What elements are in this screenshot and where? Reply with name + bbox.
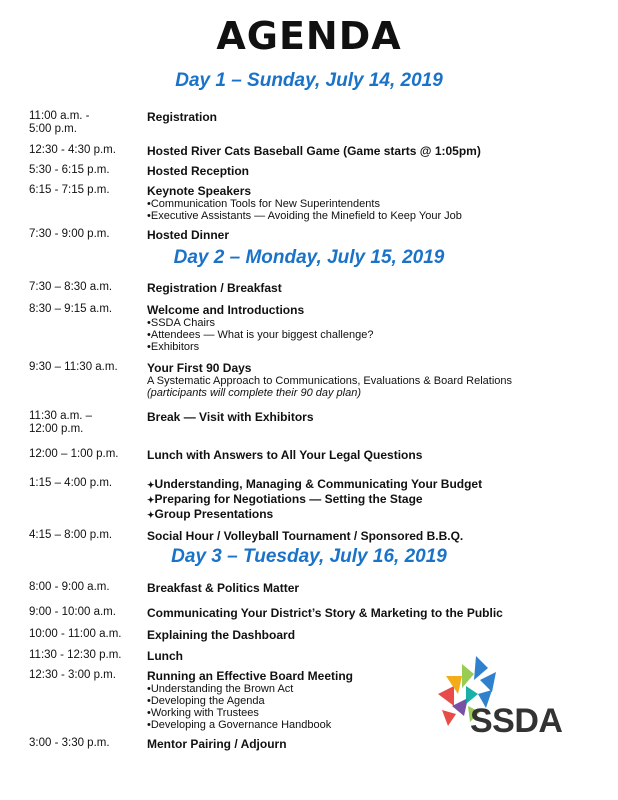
agenda-event: Your First 90 Days <box>147 361 252 375</box>
agenda-event: ✦ Group Presentations <box>147 507 587 522</box>
day-heading-3: Day 3 – Tuesday, July 16, 2019 <box>171 546 447 567</box>
agenda-time: 11:00 a.m. - 5:00 p.m. <box>29 110 90 135</box>
agenda-time: 8:00 - 9:00 a.m. <box>29 581 110 593</box>
agenda-event: Registration <box>147 110 218 124</box>
agenda-time: 8:30 – 9:15 a.m. <box>29 303 113 315</box>
agenda-time: 9:00 - 10:00 a.m. <box>29 606 116 618</box>
agenda-event: Breakfast & Politics Matter <box>147 581 300 595</box>
day-heading-2: Day 2 – Monday, July 15, 2019 <box>173 247 445 268</box>
agenda-time: 12:00 – 1:00 p.m. <box>29 448 119 460</box>
agenda-time: 11:30 a.m. – 12:00 p.m. <box>29 410 93 435</box>
agenda-event: Mentor Pairing / Adjourn <box>147 737 287 751</box>
agenda-event: Explaining the Dashboard <box>147 628 296 642</box>
agenda-subitem: • Executive Assistants — Avoiding the Minefield to Keep Your Job <box>147 210 587 222</box>
agenda-event: Welcome and Introductions <box>147 303 305 317</box>
agenda-subitem: • Exhibitors <box>147 341 587 353</box>
agenda-time: 3:00 - 3:30 p.m. <box>29 737 110 749</box>
agenda-time: 7:30 – 8:30 a.m. <box>29 281 113 293</box>
agenda-event: Communicating Your District’s Story & Marketing to the Public <box>147 606 503 620</box>
agenda-event: Hosted Dinner <box>147 228 230 242</box>
agenda-time: 9:30 – 11:30 a.m. <box>29 361 118 373</box>
agenda-time: 1:15 – 4:00 p.m. <box>29 477 113 489</box>
ssda-logo-text: SSDA <box>470 702 563 740</box>
agenda-event: ✦ Understanding, Managing & Communicating Your Budget <box>147 477 587 492</box>
agenda-time: 4:15 – 8:00 p.m. <box>29 529 113 541</box>
agenda-event: Keynote Speakers <box>147 184 252 198</box>
agenda-subitem: • Working with Trustees <box>147 707 587 719</box>
agenda-event: Social Hour / Volleyball Tournament / Sponsored B.B.Q. <box>147 529 464 543</box>
agenda-event: Hosted Reception <box>147 164 250 178</box>
agenda-time: 6:15 - 7:15 p.m. <box>29 184 110 196</box>
agenda-event: Hosted River Cats Baseball Game (Game starts @ 1:05pm) <box>147 144 481 158</box>
agenda-subitem: • SSDA Chairs <box>147 317 587 329</box>
agenda-time: 11:30 - 12:30 p.m. <box>29 649 122 661</box>
agenda-event: Break — Visit with Exhibitors <box>147 410 314 424</box>
agenda-time: 7:30 - 9:00 p.m. <box>29 228 110 240</box>
day-heading-1: Day 1 – Sunday, July 14, 2019 <box>175 70 443 91</box>
agenda-subitem: • Communication Tools for New Superintendents <box>147 198 587 210</box>
agenda-subitem: • Attendees — What is your biggest challenge? <box>147 329 587 341</box>
agenda-subitem: • Developing the Agenda <box>147 695 587 707</box>
ssda-logo <box>432 654 590 740</box>
agenda-description: A Systematic Approach to Communications, Evaluations & Board Relations <box>147 375 513 387</box>
agenda-time: 12:30 - 4:30 p.m. <box>29 144 116 156</box>
agenda-event: Lunch with Answers to All Your Legal Questions <box>147 448 423 462</box>
agenda-time: 12:30 - 3:00 p.m. <box>29 669 116 681</box>
page-title: AGENDA <box>216 14 402 58</box>
agenda-event: Lunch <box>147 649 183 663</box>
agenda-event: Registration / Breakfast <box>147 281 282 295</box>
agenda-time: 10:00 - 11:00 a.m. <box>29 628 122 640</box>
agenda-event: ✦ Preparing for Negotiations — Setting the Stage <box>147 492 587 507</box>
agenda-subitem: • Understanding the Brown Act <box>147 683 587 695</box>
agenda-time: 5:30 - 6:15 p.m. <box>29 164 110 176</box>
agenda-subitem: • Developing a Governance Handbook <box>147 719 587 731</box>
agenda-note: (participants will complete their 90 day plan) <box>147 387 361 399</box>
agenda-event: Running an Effective Board Meeting <box>147 669 354 683</box>
